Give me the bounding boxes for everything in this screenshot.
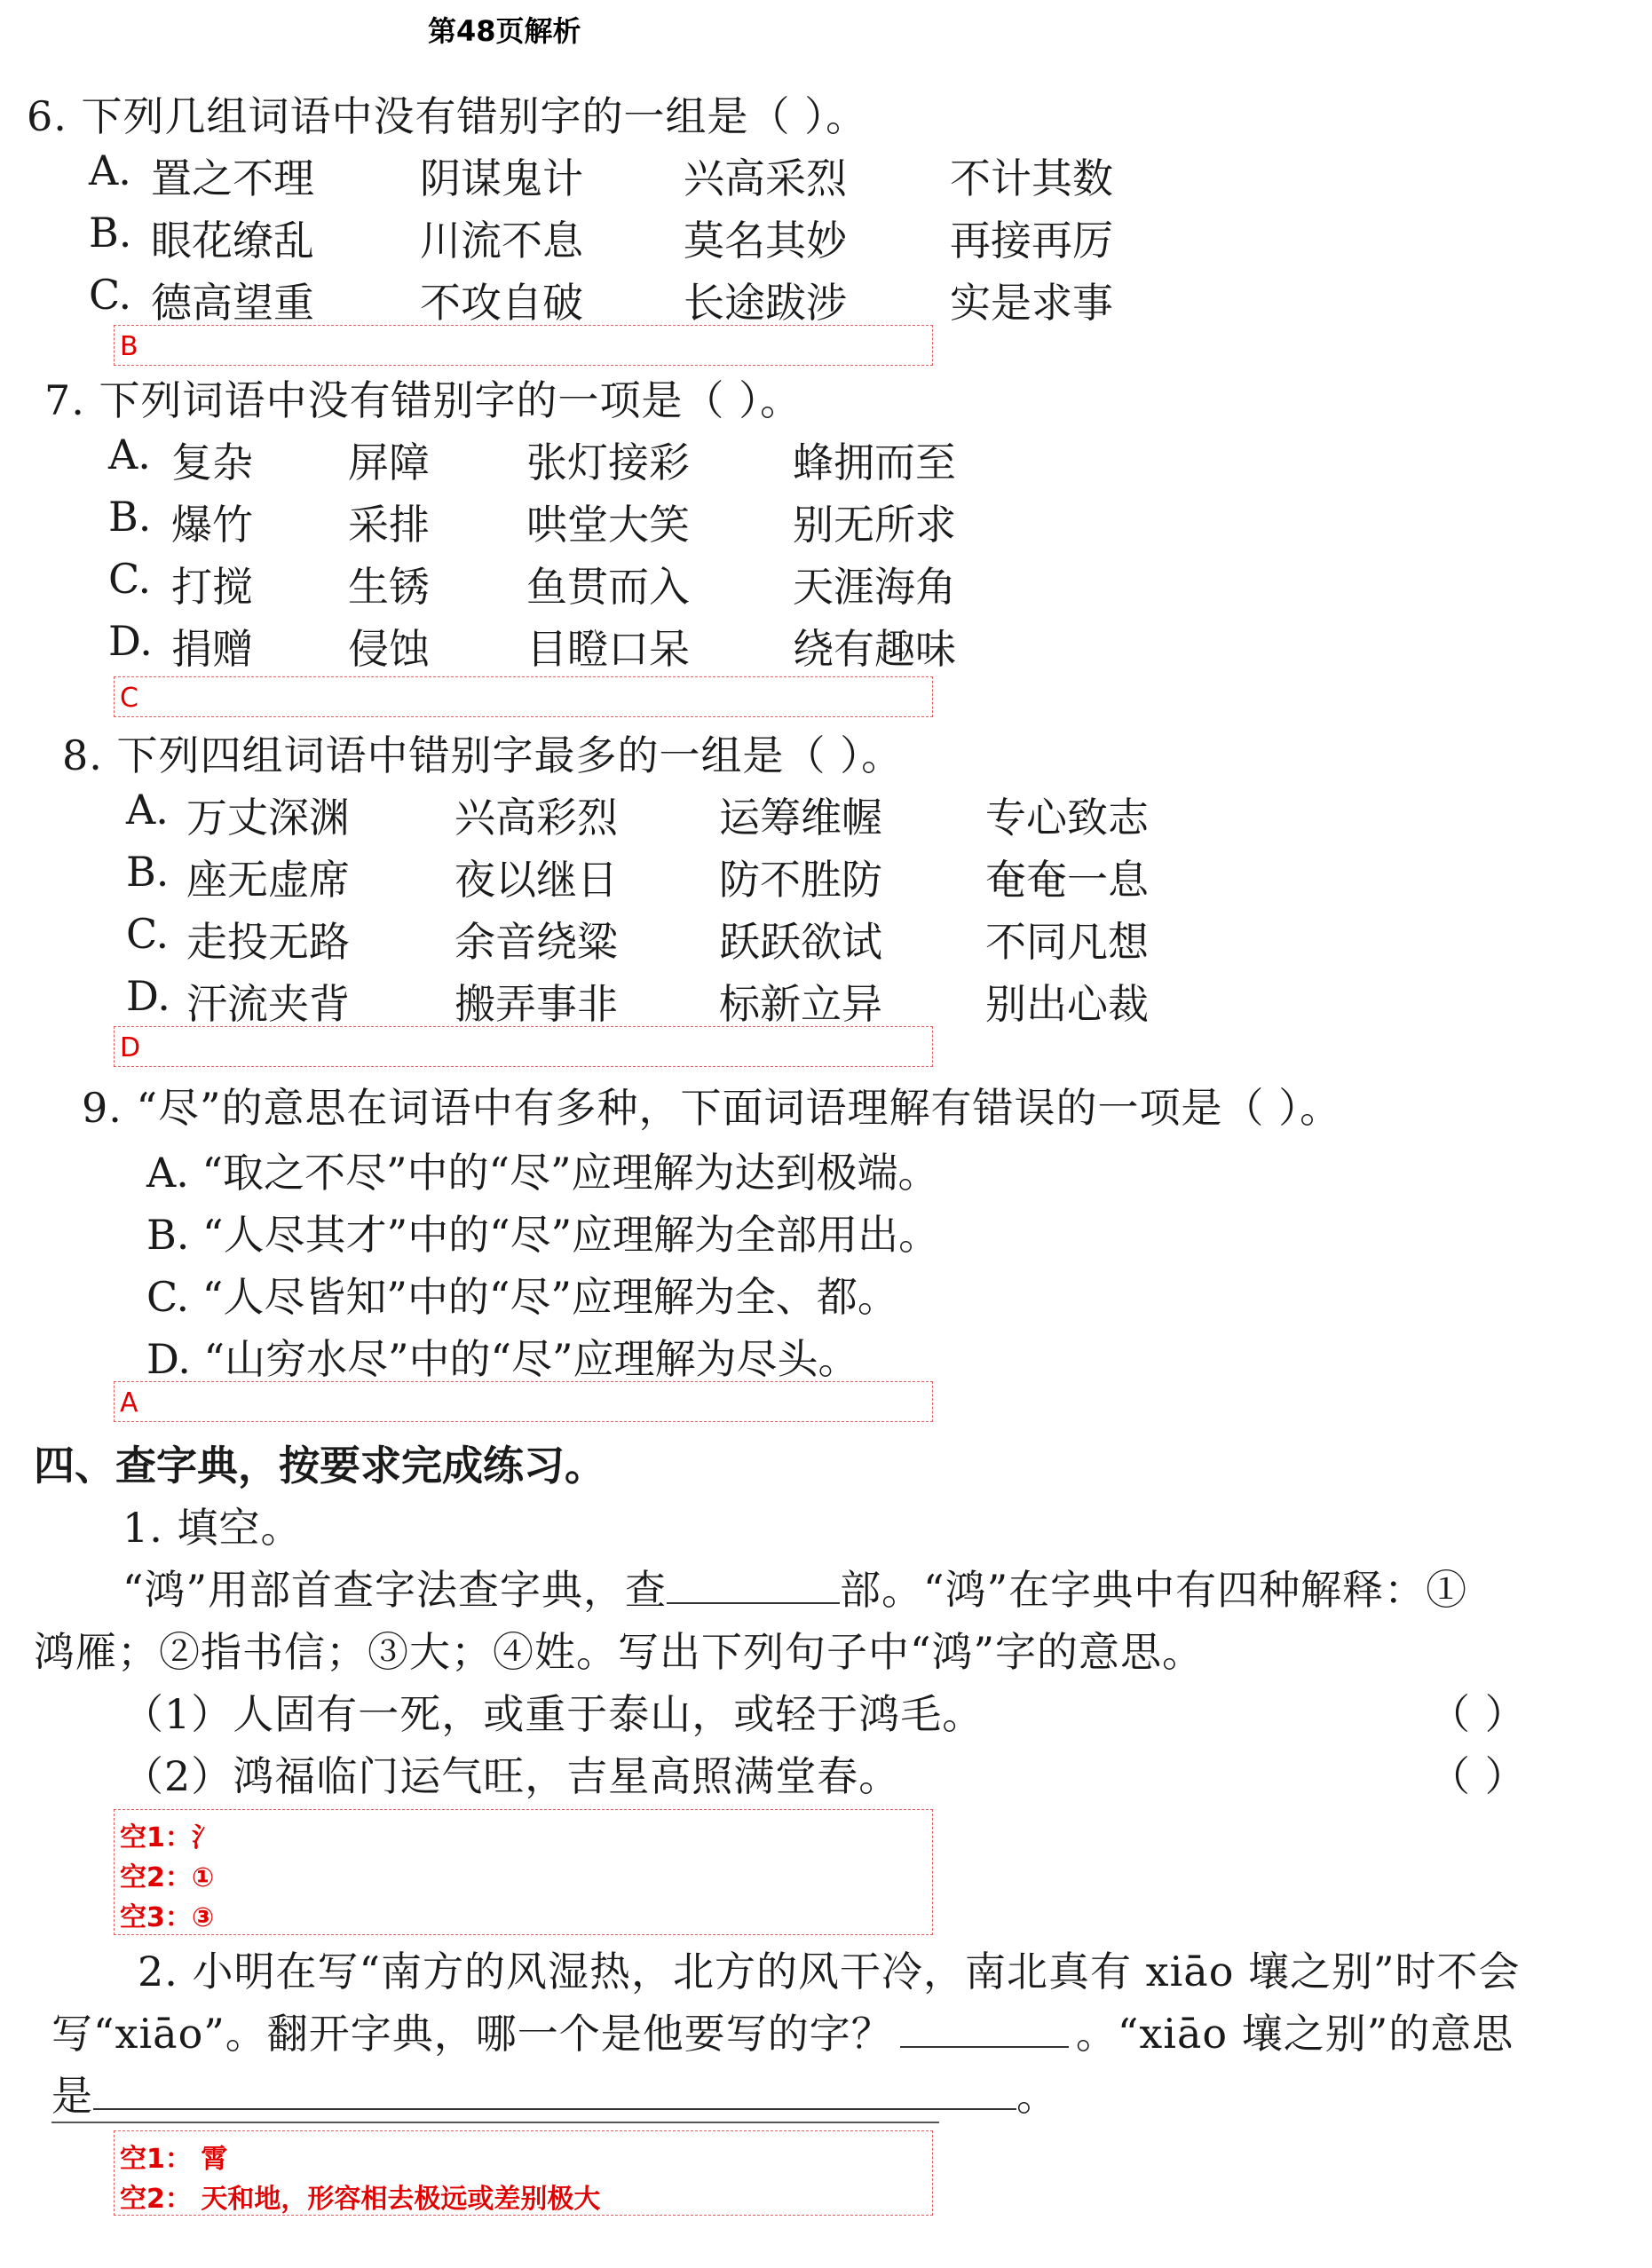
- q7-option-a-word: 复杂: [171, 439, 253, 486]
- q9-option-c: C. “人尽皆知”中的“尽”应理解为全、都。: [146, 1273, 898, 1321]
- q6-option-a-word: 阴谋鬼计: [420, 154, 583, 202]
- s2-line1: 2. 小明在写“南方的风湿热，北方的风干冷，南北真有 xiāo 壤之别”时不会: [138, 1948, 1521, 1995]
- q7-option-c-word: 打搅: [171, 563, 253, 611]
- s1-item-1: （1）人固有一死，或重于泰山，或轻于鸿毛。: [123, 1690, 984, 1738]
- q7-option-a-label: A.: [108, 431, 151, 478]
- answer-text: C: [120, 683, 138, 714]
- q7-option-b-word: 别无所求: [793, 501, 956, 549]
- answer-box-s2: [114, 2130, 933, 2216]
- q6-option-b-word: 眼花缭乱: [151, 217, 314, 265]
- q7-option-a-word: 屏障: [348, 439, 430, 486]
- q8-option-d-label: D.: [126, 972, 170, 1020]
- q6-option-c-label: C.: [89, 271, 132, 319]
- q7-option-b-word: 哄堂大笑: [526, 501, 690, 549]
- q8-option-b-label: B.: [126, 848, 170, 896]
- q7-option-d-label: D.: [108, 617, 153, 665]
- question-7-stem: 7. 下列词语中没有错别字的一项是（ ）。: [44, 376, 802, 424]
- answer-text: A: [120, 1387, 138, 1418]
- q7-option-c-label: C.: [108, 555, 152, 603]
- question-8-stem: 8. 下列四组词语中错别字最多的一组是（ ）。: [62, 731, 904, 779]
- q7-option-c-word: 生锈: [348, 563, 430, 611]
- q8-option-a-word: 兴高彩烈: [454, 794, 618, 842]
- answer-text: B: [120, 331, 138, 362]
- q8-option-b-word: 奄奄一息: [985, 856, 1149, 904]
- answer-parentheses[interactable]: （ ）: [1429, 1690, 1527, 1738]
- page-header: 第48页解析: [428, 14, 581, 48]
- q8-option-d-word: 搬弄事非: [454, 980, 618, 1028]
- divider-line: [51, 2122, 939, 2123]
- q6-option-a-word: 兴高采烈: [684, 154, 847, 202]
- q8-option-d-word: 别出心裁: [985, 980, 1149, 1028]
- q6-option-b-word: 川流不息: [420, 217, 583, 265]
- q8-option-a-label: A.: [126, 786, 169, 834]
- q8-option-b-word: 夜以继日: [454, 856, 618, 904]
- s2-line3: [51, 2064, 1058, 2122]
- s1-line1-text-b: 部。“鸿”在字典中有四种解释：①: [840, 1566, 1468, 1614]
- q7-option-b-word: 采排: [348, 501, 430, 549]
- fill-blank[interactable]: [900, 2046, 1069, 2048]
- q7-option-a-word: 蜂拥而至: [793, 439, 956, 486]
- q6-option-b-word: 莫名其妙: [684, 217, 847, 265]
- s2-line2-text-b: 。“xiāo 壤之别”的意思: [1075, 2010, 1514, 2058]
- s2-line2-text-a: 写“xiāo”。翻开字典，哪一个是他要写的字？: [51, 2010, 893, 2058]
- answer-box-q8: [114, 1026, 933, 1067]
- answer-parentheses[interactable]: （ ）: [1429, 1752, 1527, 1800]
- q8-option-c-word: 走投无路: [186, 918, 350, 966]
- q7-option-d-word: 目瞪口呆: [526, 625, 690, 673]
- q9-option-b: B. “人尽其才”中的“尽”应理解为全部用出。: [146, 1211, 940, 1259]
- q6-option-c-word: 长途跋涉: [684, 279, 847, 327]
- answer-box-q6: [114, 325, 933, 366]
- s1-line2: 鸿雁；②指书信；③大；④姓。写出下列句子中“鸿”字的意思。: [34, 1628, 1205, 1676]
- q6-option-a-label: A.: [89, 146, 131, 194]
- q7-option-c-word: 鱼贯而入: [526, 563, 690, 611]
- s1-line1-text-a: “鸿”用部首查字法查字典，查: [123, 1566, 668, 1614]
- q6-option-b-label: B.: [89, 209, 132, 257]
- s2-line3-text-b: 。: [1016, 2072, 1058, 2120]
- section-4-title: 四、查字典，按要求完成练习。: [34, 1442, 605, 1490]
- s1-item-2: （2）鸿福临门运气旺，吉星高照满堂春。: [123, 1752, 901, 1800]
- answer-text: 空3：③: [120, 1902, 215, 1933]
- question-6-stem: 6. 下列几组词语中没有错别字的一组是（ ）。: [27, 92, 868, 140]
- q6-option-a-word: 置之不理: [151, 154, 314, 202]
- answer-text: 空1： 霄: [120, 2144, 228, 2175]
- q7-option-b-word: 爆竹: [171, 501, 253, 549]
- q8-option-c-word: 跃跃欲试: [719, 918, 882, 966]
- q7-option-a-word: 张灯接彩: [526, 439, 690, 486]
- q7-option-d-word: 侵蚀: [348, 625, 430, 673]
- q7-option-d-word: 捐赠: [171, 625, 253, 673]
- q8-option-c-word: 余音绕粱: [454, 918, 618, 966]
- s2-line2: [51, 2002, 1514, 2060]
- q6-option-a-word: 不计其数: [950, 154, 1113, 202]
- q8-option-d-word: 汗流夹背: [186, 980, 350, 1028]
- answer-text: D: [120, 1032, 141, 1063]
- s2-line3-text-a: 是: [51, 2072, 93, 2120]
- q8-option-d-word: 标新立异: [719, 980, 882, 1028]
- q9-option-d: D. “山穷水尽”中的“尽”应理解为尽头。: [146, 1335, 859, 1383]
- q6-option-c-word: 不攻自破: [420, 279, 583, 327]
- q7-option-d-word: 绕有趣味: [793, 625, 956, 673]
- q8-option-c-word: 不同凡想: [985, 918, 1149, 966]
- q8-option-a-word: 运筹维幄: [719, 794, 882, 842]
- answer-box-s1: [114, 1809, 933, 1935]
- q8-option-a-word: 专心致志: [985, 794, 1149, 842]
- q8-option-a-word: 万丈深渊: [186, 794, 350, 842]
- subsection-1-title: 1. 填空。: [123, 1504, 303, 1552]
- q6-option-c-word: 实是求事: [950, 279, 1113, 327]
- q9-option-a: A. “取之不尽”中的“尽”应理解为达到极端。: [146, 1149, 939, 1197]
- answer-box-q7: [114, 676, 933, 717]
- q8-option-c-label: C.: [126, 910, 170, 958]
- s1-line1: [123, 1558, 1467, 1616]
- fill-blank[interactable]: [667, 1602, 840, 1604]
- q6-option-c-word: 德高望重: [151, 279, 314, 327]
- question-9-stem: 9. “尽”的意思在词语中有多种，下面词语理解有错误的一项是（ ）。: [82, 1084, 1342, 1132]
- q8-option-b-word: 防不胜防: [719, 856, 882, 904]
- answer-text: 空2：①: [120, 1862, 215, 1893]
- fill-blank[interactable]: [93, 2108, 1016, 2110]
- answer-text: 空2： 天和地，形容相去极远或差别极大: [120, 2184, 601, 2215]
- q7-option-c-word: 天涯海角: [793, 563, 956, 611]
- answer-box-q9: [114, 1381, 933, 1422]
- q7-option-b-label: B.: [108, 493, 152, 541]
- q6-option-b-word: 再接再厉: [950, 217, 1113, 265]
- answer-text: 空1：氵: [120, 1822, 218, 1853]
- q8-option-b-word: 座无虚席: [186, 856, 350, 904]
